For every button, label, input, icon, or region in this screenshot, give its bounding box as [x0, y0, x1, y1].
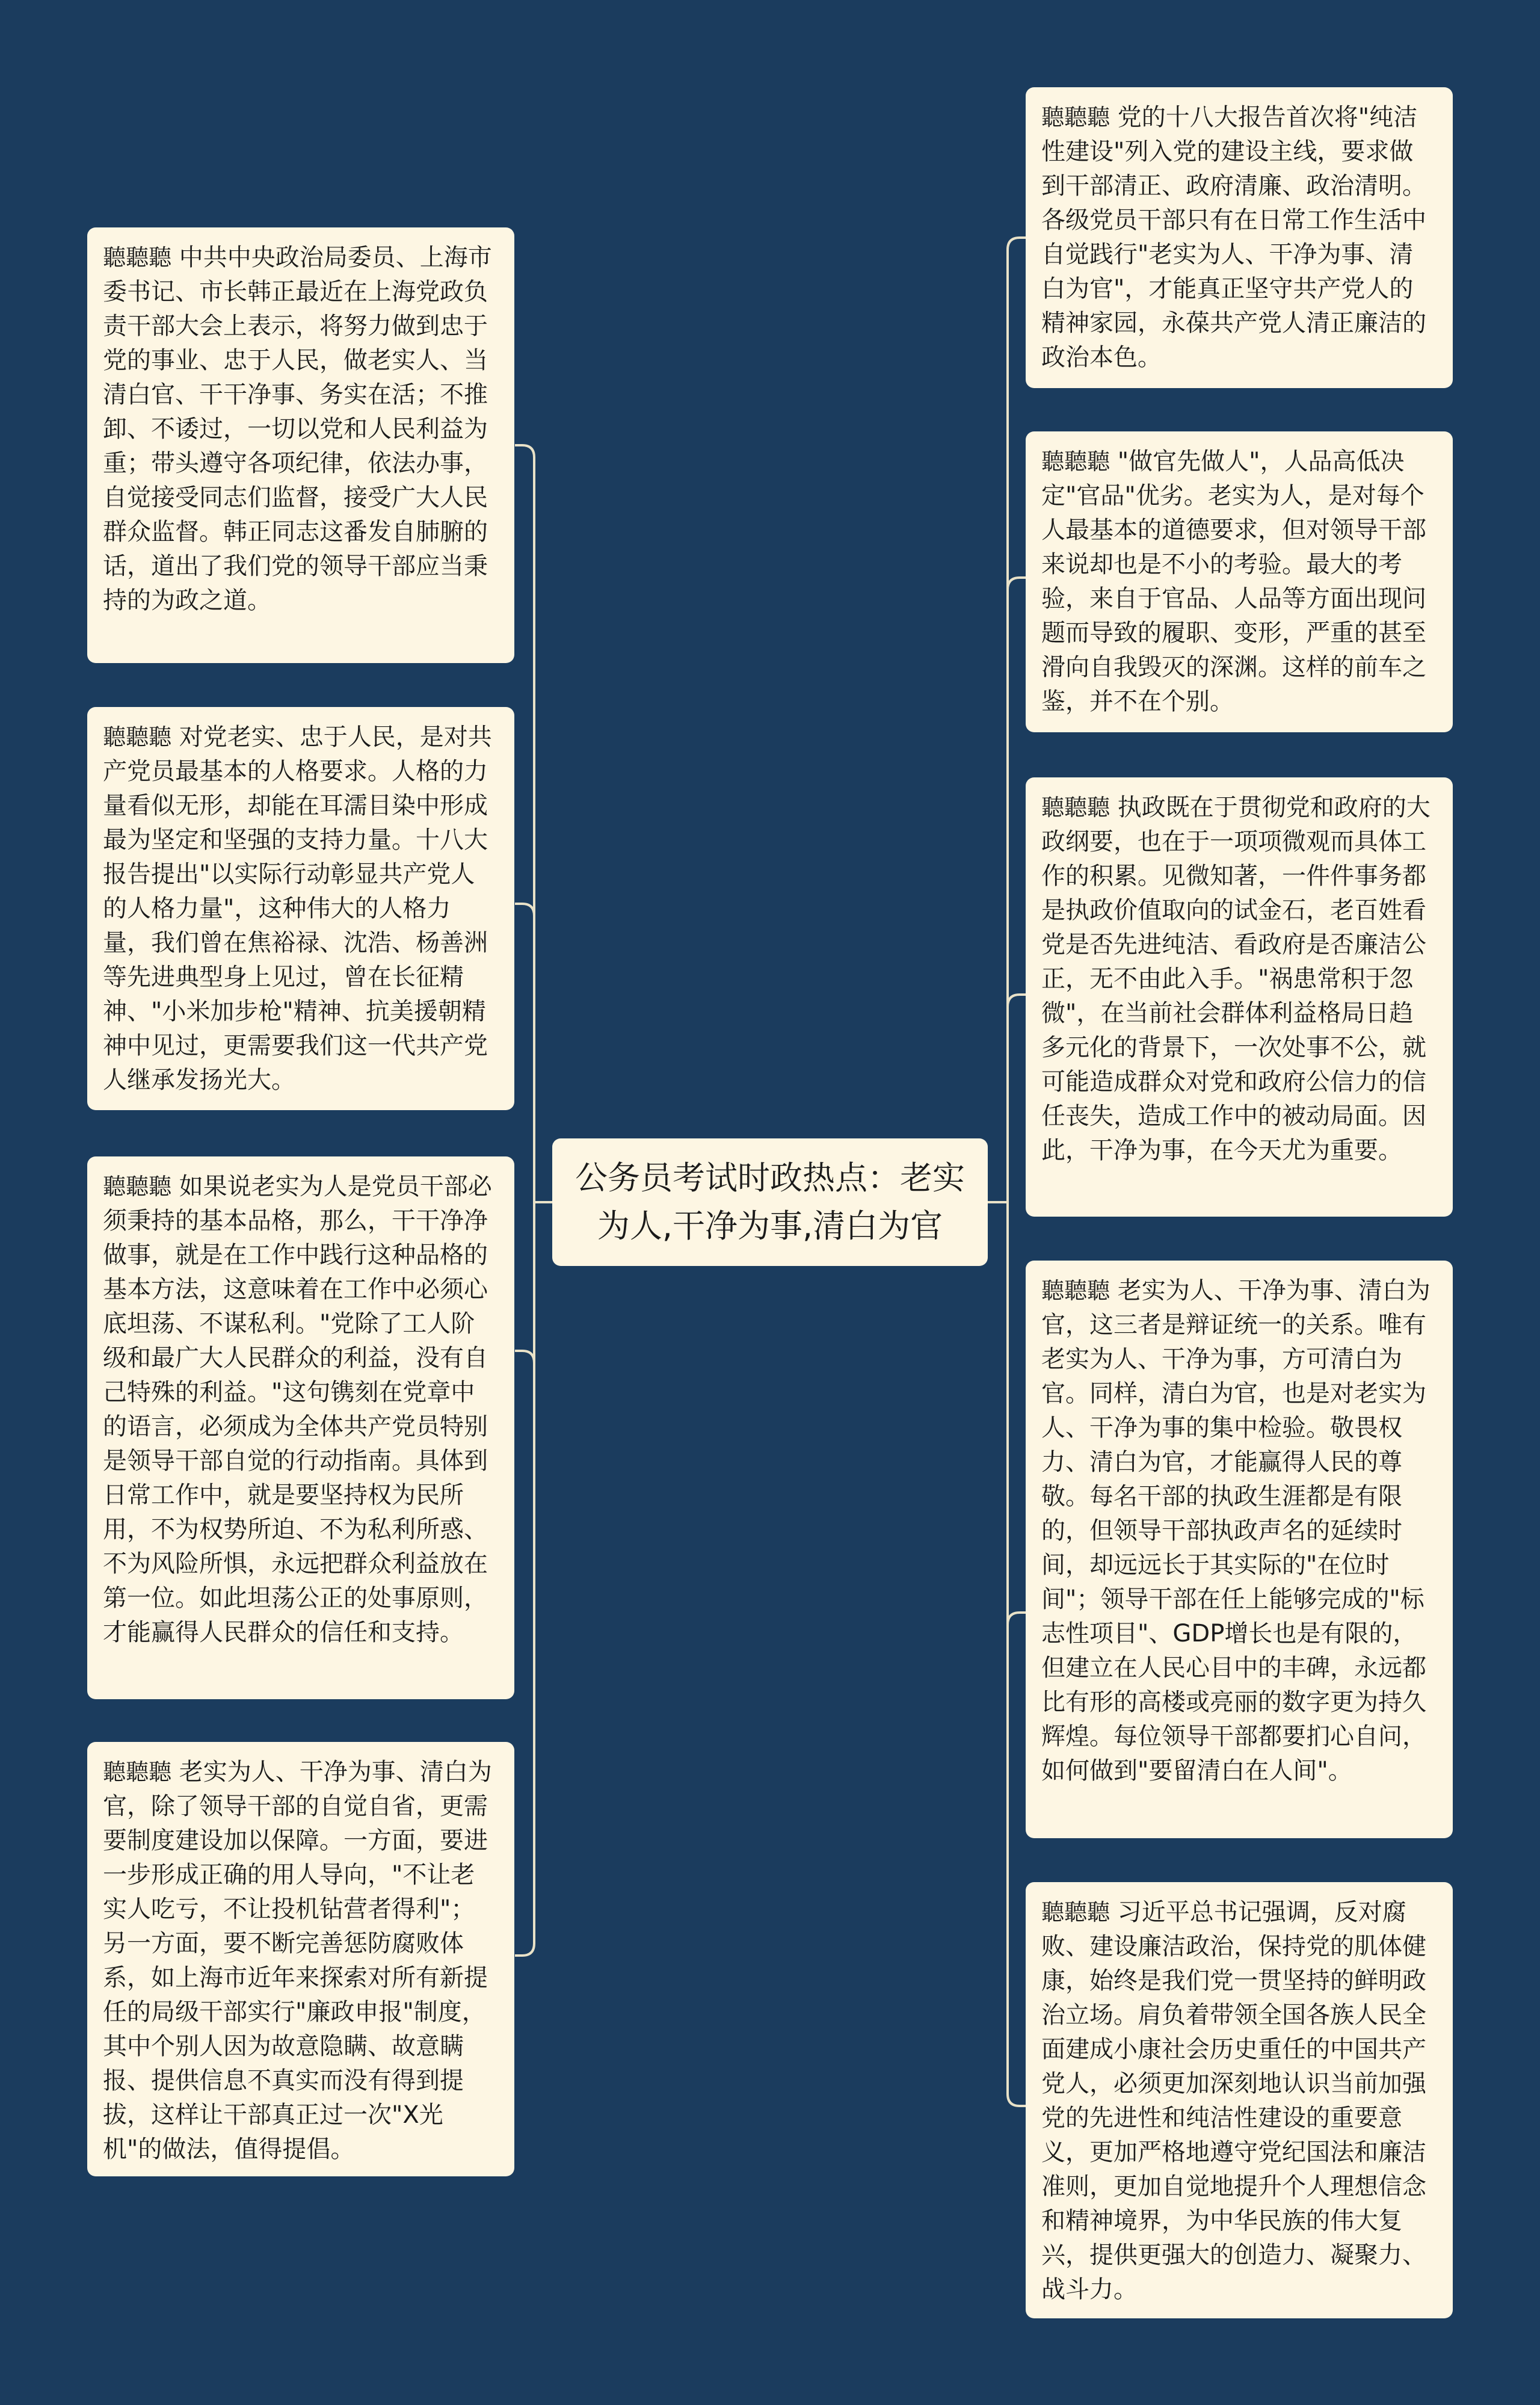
right-node-3[interactable] — [1026, 777, 1453, 1217]
central-topic-title: 公务员考试时政热点：老实为人,干净为事,清白为官 — [575, 1159, 965, 1245]
right-node-2[interactable] — [1026, 431, 1453, 732]
left-node-4[interactable] — [87, 1742, 514, 2176]
connector-right-5 — [1008, 2094, 1026, 2106]
node-text: "做官先做人"，人品高低决定"官品"优劣。老实为人，是对每个人最基本的道德要求，但对领导干部来说却也是不小的考验。最大的考验，来自于官品、人品等方面出现问题而导致的履职、变形，严重的甚至滑向自我毁灭的深渊。这样的前车之鉴，并不在个别。 — [1041, 448, 1426, 715]
node-text: 执政既在于贯彻党和政府的大政纲要，也在于一项项微观而具体工作的积累。见微知著，一件件事务都是执政价值取向的试金石，老百姓看党是否先进纯洁、看政府是否廉洁公正，无不由此入手。"祸患常积于忽微"，在当前社会群体利益格局日趋多元化的背景下，一次处事不公，就可能造成群众对党和政府公信力的信任丧失，造成工作中的被动局面。因此，干净为事，在今天尤为重要。 — [1041, 794, 1431, 1164]
connector-left-2 — [515, 904, 534, 916]
node-text: 中共中央政治局委员、上海市委书记、市长韩正最近在上海党政负责干部大会上表示，将努力做到忠于党的事业、忠于人民，做老实人、当清白官、干干净事、务实在活；不推卸、不诿过，一切以党和人民利益为重；带头遵守各项纪律，依法办事，自觉接受同志们监督，接受广大人民群众监督。韩正同志这番发自肺腑的话，道出了我们党的领导干部应当秉持的为政之道。 — [103, 244, 492, 614]
node-prefix: 聽聽聽 — [1041, 1899, 1110, 1925]
right-node-5[interactable] — [1026, 1882, 1453, 2318]
node-prefix: 聽聽聽 — [103, 244, 172, 271]
left-node-3[interactable] — [87, 1156, 514, 1699]
node-prefix: 聽聽聽 — [103, 1759, 172, 1785]
right-node-1[interactable] — [1026, 87, 1453, 388]
node-prefix: 聽聽聽 — [1041, 104, 1110, 131]
node-prefix: 聽聽聽 — [103, 1173, 172, 1200]
connector-left-4 — [515, 1943, 534, 1956]
node-text: 如果说老实为人是党员干部必须秉持的基本品格，那么，干干净净做事，就是在工作中践行这种品格的基本方法，这意味着在工作中必须心底坦荡、不谋私利。"党除了工人阶级和最广大人民群众的利益，没有自己特殊的利益。"这句镌刻在党章中的语言，必须成为全体共产党员特别是领导干部自觉的行动指南。具体到日常工作中，就是要坚持权为民所用，不为权势所迫、不为私利所惑、不为风险所惧，永远把群众利益放在第一位。如此坦荡公正的处事原则，才能赢得人民群众的信任和支持。 — [103, 1173, 492, 1646]
node-text: 党的十八大报告首次将"纯洁性建设"列入党的建设主线，要求做到干部清正、政府清廉、政治清明。各级党员干部只有在日常工作生活中自觉践行"老实为人、干净为事、清白为官"，才能真正坚守共产党人的精神家园，永葆共产党人清正廉洁的政治本色。 — [1041, 103, 1426, 371]
connector-right-4 — [1008, 1613, 1026, 1625]
node-prefix: 聽聽聽 — [1041, 1277, 1110, 1304]
connector-right-3 — [1008, 995, 1026, 1007]
left-node-1[interactable] — [87, 227, 514, 663]
node-prefix: 聽聽聽 — [103, 724, 172, 750]
node-prefix: 聽聽聽 — [1041, 448, 1110, 475]
node-prefix: 聽聽聽 — [1041, 794, 1110, 821]
left-node-2[interactable] — [87, 707, 514, 1110]
connector-left-3 — [515, 1351, 534, 1363]
connector-right-1 — [1008, 238, 1026, 250]
node-text: 对党老实、忠于人民，是对共产党员最基本的人格要求。人格的力量看似无形，却能在耳濡目染中形成最为坚定和坚强的支持力量。十八大报告提出"以实际行动彰显共产党人的人格力量"，这种伟大的人格力量，我们曾在焦裕禄、沈浩、杨善洲等先进典型身上见过，曾在长征精神、"小米加步枪"精神、抗美援朝精神中见过，更需要我们这一代共产党人继承发扬光大。 — [103, 723, 492, 1094]
right-node-4[interactable] — [1026, 1261, 1453, 1838]
node-text: 老实为人、干净为事、清白为官，除了领导干部的自觉自省，更需要制度建设加以保障。一方面，要进一步形成正确的用人导向，"不让老实人吃亏，不让投机钻营者得利"；另一方面，要不断完善惩防腐败体系，如上海市近年来探索对所有新提任的局级干部实行"廉政申报"制度，其中个别人因为故意隐瞒、故意瞒报、提供信息不真实而没有得到提拔，这样让干部真正过一次"X光机"的做法，值得提倡。 — [103, 1758, 492, 2163]
node-text: 老实为人、干净为事、清白为官，这三者是辩证统一的关系。唯有老实为人、干净为事，方可清白为官。同样，清白为官，也是对老实为人、干净为事的集中检验。敬畏权力、清白为官，才能赢得人民的尊敬。每名干部的执政生涯都是有限的，但领导干部执政声名的延续时间，却远远长于其实际的"在位时间"；领导干部在任上能够完成的"标志性项目"、GDP增长也是有限的，但建立在人民心目中的丰碑，永远都比有形的高楼或亮丽的数字更为持久辉煌。每位领导干部都要扪心自问，如何做到"要留清白在人间"。 — [1041, 1277, 1431, 1785]
connector-left-1 — [515, 445, 534, 457]
node-text: 习近平总书记强调，反对腐败、建设廉洁政治，保持党的肌体健康，始终是我们党一贯坚持的鲜明政治立场。肩负着带领全国各族人民全面建成小康社会历史重任的中国共产党人，必须更加深刻地认识当前加强党的先进性和纯洁性建设的重要意义，更加严格地遵守党纪国法和廉洁准则，更加自觉地提升个人理想信念和精神境界，为中华民族的伟大复兴，提供更强大的创造力、凝聚力、战斗力。 — [1041, 1898, 1426, 2303]
connector-right-2 — [1008, 578, 1026, 590]
central-topic[interactable] — [552, 1138, 988, 1266]
